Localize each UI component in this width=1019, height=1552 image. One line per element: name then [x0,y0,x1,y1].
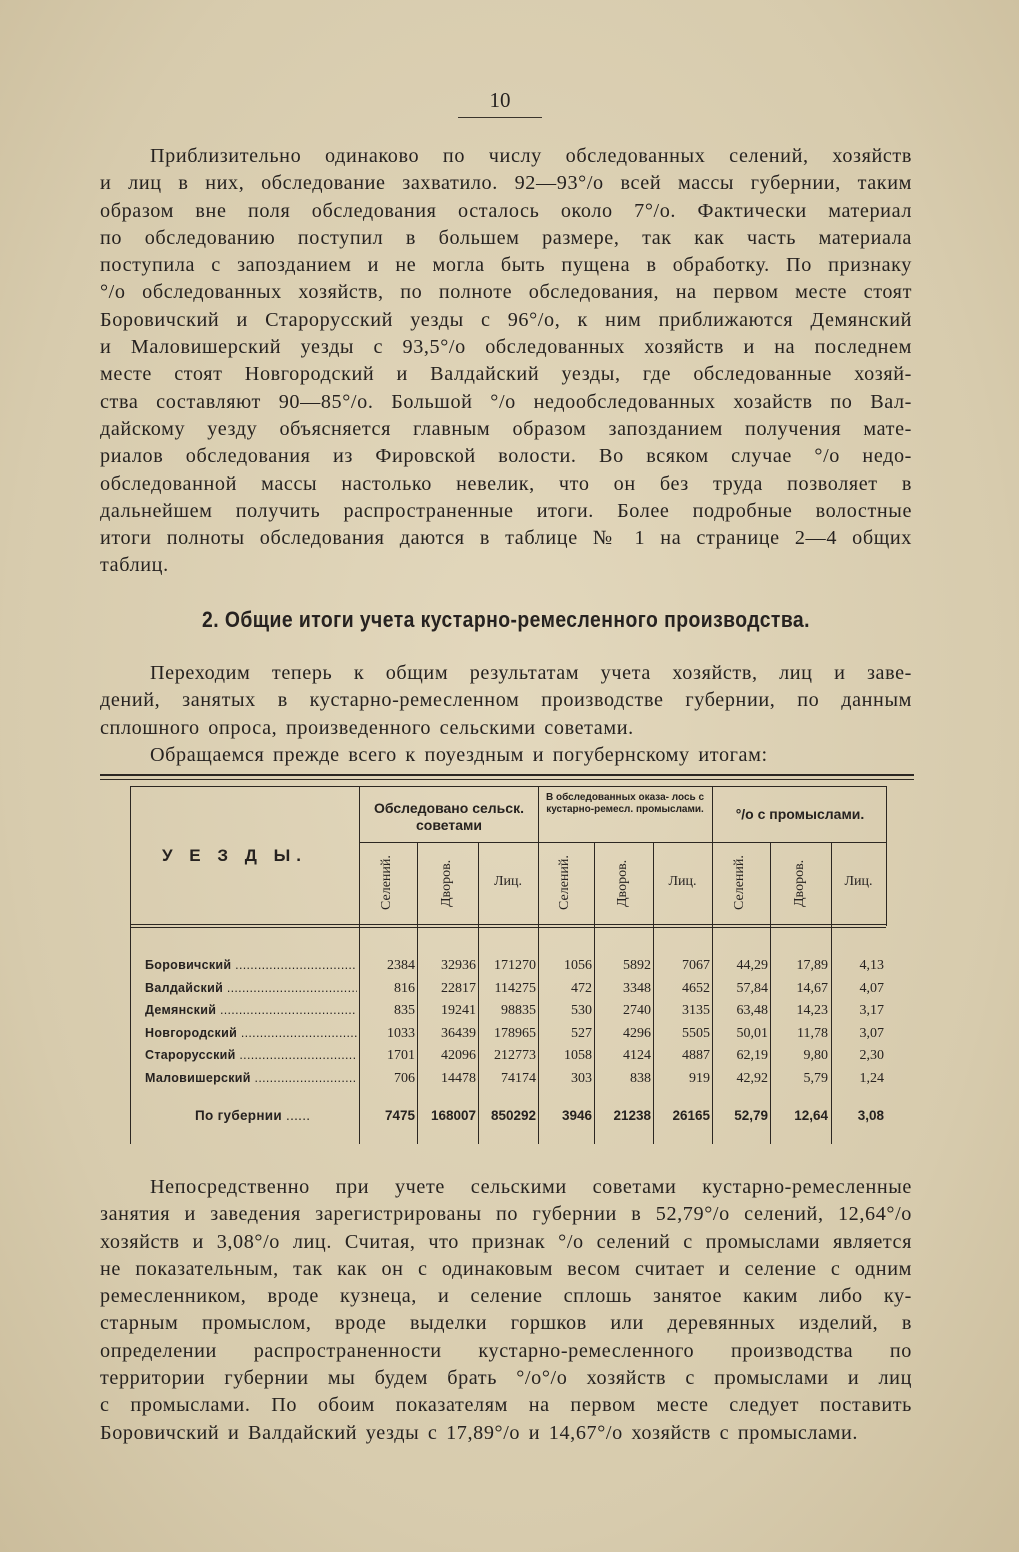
table-cell: 3,07 [859,1025,884,1041]
table-cell: 63,48 [736,1003,768,1018]
table-cell: 816 [394,980,415,996]
table-cell: 527 [571,1025,592,1041]
table-cell: 2740 [623,1003,651,1018]
group-header-percent: °/о с промыслами. [735,806,865,822]
text-line: определении распространенности кустарно-ремесленного производства по [100,1339,912,1362]
table-cell: 98835 [501,1003,536,1018]
table-cell: 1,24 [859,1070,884,1086]
text-line: дальнейшем получить распространенные итоги. Более подробные волостные [100,499,912,522]
table-row [100,1071,914,1092]
uezd-name: Валдайский ..... [145,981,357,995]
table-cell: 3,08 [857,1108,884,1123]
table-cell: 7475 [384,1108,415,1123]
text-line: таблиц. [100,554,169,577]
text-line: с промыслами. По обоим показателям на первом месте следует поставить [100,1394,912,1417]
text-line: Боровичский и Старорусский уезды с 96°/о, к ним приближаются Демянский [100,308,912,331]
uezd-name: Боровичский ..... [145,958,357,972]
uezd-name: Маловишерский ..... [145,1071,357,1085]
table-cell: 14,23 [796,1003,828,1018]
text-line: итоги полноты обследования даются в таблице № 1 на странице 2—4 общих [100,527,912,550]
text-line: хозяйств и 3,08°/о лиц. Считая, что признак °/о селений с промыслами является [100,1230,912,1253]
table-cell: 26165 [672,1108,710,1123]
column-header: Дворов. [791,859,807,907]
table-cell: 36439 [441,1025,476,1041]
table-cell: 52,79 [734,1108,768,1123]
text-line: не показательным, так как он с одинаковым весом считает и селение с одним [100,1257,912,1280]
table-cell: 5505 [682,1025,710,1041]
text-line: ремесленником, вроде кузнеца, и селение сплошь занятое каким либо ку- [100,1285,912,1308]
table-cell: 919 [689,1070,710,1086]
table-cell: 22817 [441,980,476,996]
text-line: Приблизительно одинаково по числу обследованных селений, хозяйств [150,145,912,167]
table-cell: 2,30 [859,1048,884,1063]
column-header: Дворов. [438,859,454,907]
table-cell: 4,13 [859,958,884,973]
column-header: Лиц. [494,874,522,889]
table-row [100,958,914,979]
uezd-name: Демянский ..... [145,1003,357,1017]
text-line: занятия и заведения зарегистрированы по губернии в 52,79°/о селений, 12,64°/о [100,1203,912,1226]
text-line: образом вне поля обследования осталось около 7°/о. Фактически материал [100,199,912,222]
table-cell: 3135 [682,1003,710,1018]
table-row [100,1026,914,1047]
paragraph-intro [100,660,912,742]
column-header: Лиц. [668,874,697,889]
table-cell: 62,19 [736,1048,768,1063]
text-line: обследованной массы настолько невелик, что он без труда позволяет в [100,472,912,495]
text-line: по обследованию поступил в большем размере, так как часть материала [100,226,912,249]
table-cell: 11,78 [797,1025,828,1041]
table-cell: 5892 [623,958,651,973]
table-border [130,924,886,925]
column-header: Селений. [557,855,572,911]
uezd-name: По губернии ...... [195,1108,357,1123]
text-line: ства составляют 90—85°/о. Большой °/о недообследованных хозайств по Вал- [100,390,912,413]
column-header: Дворов. [614,859,630,907]
table-cell: 1033 [387,1025,415,1041]
table-cell: 4124 [623,1048,651,1063]
text-line: и лиц в них, обследование захватило. 92—93°/о всей массы губернии, таким [100,172,912,195]
table-lead-line: Обращаемся прежде всего к поуездным и погубернскому итогам: [150,744,768,766]
table-cell: 42,92 [736,1070,768,1086]
table-cell: 74174 [501,1070,536,1086]
table-cell: 1058 [564,1048,592,1063]
table-cell: 1701 [387,1048,415,1063]
table-cell: 19241 [441,1003,476,1018]
table-cell: 212773 [494,1048,536,1063]
text-line: дений, занятых в кустарно-ремесленном производстве губернии, по данным [100,689,912,712]
group-header-surveyed: Обследовано сельск. советами [374,800,524,833]
table-cell: 835 [394,1003,415,1018]
page-number: 10 [458,88,542,118]
table-cell: 17,89 [796,958,828,973]
table-rule [100,774,914,776]
table-cell: 706 [394,1070,415,1086]
paragraph-conclusion [100,1174,912,1447]
table-cell: 14478 [441,1070,476,1086]
table-cell: 7067 [682,958,710,973]
table-cell: 850292 [490,1108,536,1123]
table-total-row [100,1108,914,1129]
table-cell: 3946 [561,1108,592,1123]
table-rule [130,786,886,787]
table-cell: 4296 [623,1025,651,1041]
table-cell: 171270 [494,958,536,973]
table-cell: 838 [630,1070,651,1086]
stub-header: У Е З Д Ы. [162,846,307,865]
table-cell: 4,07 [859,980,884,996]
column-header: Селений. [379,855,394,911]
section-title: 2. Общие итоги учета кустарно-ремесленного производства. [202,607,810,632]
table-cell: 1056 [564,958,592,973]
paragraph-completeness [100,143,912,580]
table-cell: 114275 [494,980,536,996]
group-header-with-crafts: В обследованных оказа- лось с кустарно-ремесл. промыслами. [545,792,705,815]
text-line: Переходим теперь к общим результатам учета хозяйств, лиц и заве- [150,662,912,684]
table-cell: 32936 [441,958,476,973]
text-line: и Маловишерский уезды с 93,5°/о обследованных хозяйств и на последнем [100,336,912,359]
table-cell: 50,01 [736,1025,768,1041]
table-row [100,1003,914,1024]
table-cell: 42096 [441,1048,476,1063]
text-line: дайскому уезду объясняется главным образом запозданием получения мате- [100,417,912,440]
uezd-table [100,774,914,1144]
table-cell: 12,64 [794,1108,828,1123]
text-line: территории губернии мы будем брать °/о°/о хозяйств с промыслами и лиц [100,1367,912,1390]
table-cell: 3,17 [859,1003,884,1018]
uezd-name: Новгородский ..... [145,1026,357,1040]
table-cell: 3348 [623,980,651,996]
table-cell: 9,80 [803,1048,828,1063]
table-rule [100,779,914,780]
text-line: сплошного опроса, произведенного сельскими советами. [100,716,634,739]
table-cell: 14,67 [796,980,828,996]
column-header: Селений. [732,855,747,911]
table-border [359,842,886,843]
text-line: старным промыслом, вроде выделки горшков или деревянных изделий, в [100,1312,912,1335]
text-line: месте стоят Новгородский и Валдайский уезды, где обследованные хозяй- [100,363,912,386]
table-cell: 4887 [682,1048,710,1063]
table-cell: 5,79 [803,1070,828,1086]
table-cell: 178965 [494,1025,536,1041]
table-cell: 44,29 [736,958,768,973]
table-cell: 303 [571,1070,592,1086]
text-line: °/о обследованных хозяйств, по полноте обследования, на первом месте стоят [100,281,912,304]
table-cell: 168007 [430,1108,476,1123]
text-line: Боровичский и Валдайский уезды с 17,89°/о и 14,67°/о хозяйств с промыслами. [100,1421,859,1444]
table-cell: 472 [571,980,592,996]
table-border [886,786,887,926]
table-row [100,1048,914,1069]
table-cell: 4652 [682,980,710,996]
column-header: Лиц. [844,874,873,889]
table-cell: 21238 [613,1108,651,1123]
table-cell: 2384 [387,958,415,973]
text-line: риалов обследования из Фировской волости. Во всяком случае °/о недо- [100,445,912,468]
text-line: Непосредственно при учете сельскими советами кустарно-ремесленные [150,1176,912,1198]
table-row [100,981,914,1002]
table-cell: 530 [571,1003,592,1018]
text-line: поступила с запозданием и не могла быть пущена в обработку. По признаку [100,254,912,277]
table-border [130,927,886,928]
uezd-name: Старорусский ..... [145,1048,357,1062]
table-cell: 57,84 [736,980,768,996]
paragraph-table-lead [100,742,912,769]
